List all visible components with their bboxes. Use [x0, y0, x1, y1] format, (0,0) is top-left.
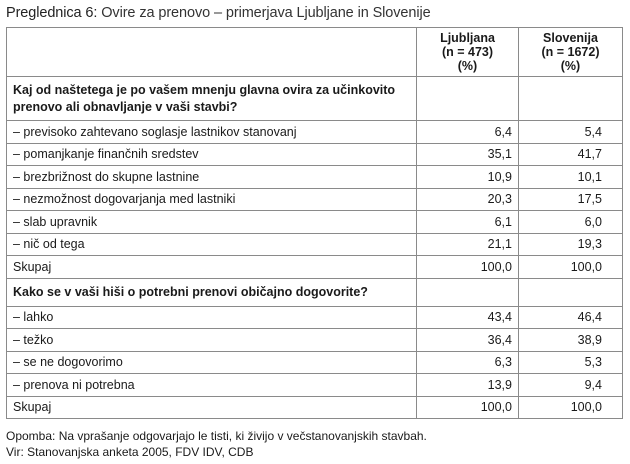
question-row-2: [7, 278, 623, 306]
row-label: – težko: [7, 329, 417, 352]
remark-note: Opomba: Na vprašanje odgovarjajo le tisti, ki živijo v večstanovanjskih stavbah.: [6, 429, 427, 443]
table-row: [7, 166, 623, 189]
value-slovenija: 41,7: [519, 143, 623, 166]
table-row: [7, 143, 623, 166]
row-label: – se ne dogovorimo: [7, 351, 417, 374]
question-2: Kako se v vaši hiši o potrebni prenovi običajno dogovorite?: [7, 278, 417, 306]
caption-title: Ovire za prenovo – primerjava Ljubljane in Slovenije: [101, 5, 431, 21]
table-row: [7, 329, 623, 352]
data-table: [6, 27, 623, 419]
row-label: – brezbrižnost do skupne lastnine: [7, 166, 417, 189]
table-row: [7, 351, 623, 374]
value-slovenija: 5,3: [519, 351, 623, 374]
header-slovenija: [519, 28, 623, 77]
header-empty-cell: [7, 28, 417, 77]
table-row: [7, 121, 623, 144]
table-header-row: [7, 28, 623, 77]
header-slovenija-unit: (%): [560, 59, 581, 73]
row-label: – nič od tega: [7, 233, 417, 256]
row-label: Skupaj: [7, 256, 417, 279]
row-label: – previsoko zahtevano soglasje lastnikov stanovanj: [7, 121, 417, 144]
table-caption: [6, 5, 431, 21]
total-row-1: [7, 256, 623, 279]
value-ljubljana: 6,3: [417, 351, 519, 374]
row-label: – nezmožnost dogovarjanja med lastniki: [7, 188, 417, 211]
table-row: [7, 306, 623, 329]
header-ljubljana: [417, 28, 519, 77]
value-slovenija: 100,0: [519, 396, 623, 419]
value-ljubljana: 13,9: [417, 374, 519, 397]
row-label: – prenova ni potrebna: [7, 374, 417, 397]
value-ljubljana: 6,4: [417, 121, 519, 144]
value-slovenija: 100,0: [519, 256, 623, 279]
value-slovenija: 5,4: [519, 121, 623, 144]
caption-label: Preglednica 6:: [6, 5, 98, 21]
header-ljubljana-n: (n = 473): [441, 45, 494, 59]
value-slovenija: 6,0: [519, 211, 623, 234]
value-slovenija: 19,3: [519, 233, 623, 256]
value-ljubljana: 100,0: [417, 256, 519, 279]
row-label: – slab upravnik: [7, 211, 417, 234]
table-row: [7, 374, 623, 397]
value-slovenija: 10,1: [519, 166, 623, 189]
header-slovenija-n: (n = 1672): [541, 45, 600, 59]
table-row: [7, 211, 623, 234]
header-ljubljana-unit: (%): [457, 59, 478, 73]
row-label: – lahko: [7, 306, 417, 329]
table-row: [7, 188, 623, 211]
value-slovenija: 17,5: [519, 188, 623, 211]
table-row: [7, 233, 623, 256]
table-notes: [6, 428, 427, 460]
total-row-2: [7, 396, 623, 419]
row-label: Skupaj: [7, 396, 417, 419]
value-slovenija: 9,4: [519, 374, 623, 397]
value-ljubljana: 35,1: [417, 143, 519, 166]
header-slovenija-name: Slovenija: [543, 31, 598, 45]
value-slovenija: 46,4: [519, 306, 623, 329]
question-1: Kaj od naštetega je po vašem mnenju glavna ovira za učinkovito prenovo ali obnavljanje v vaši stavbi?: [7, 77, 417, 121]
header-ljubljana-name: Ljubljana: [440, 31, 495, 45]
value-ljubljana: 21,1: [417, 233, 519, 256]
value-ljubljana: 20,3: [417, 188, 519, 211]
value-slovenija: 38,9: [519, 329, 623, 352]
value-ljubljana: 10,9: [417, 166, 519, 189]
question-row-1: [7, 77, 623, 121]
value-ljubljana: 6,1: [417, 211, 519, 234]
value-ljubljana: 43,4: [417, 306, 519, 329]
value-ljubljana: 36,4: [417, 329, 519, 352]
row-label: – pomanjkanje finančnih sredstev: [7, 143, 417, 166]
source-note: Vir: Stanovanjska anketa 2005, FDV IDV, CDB: [6, 445, 254, 459]
value-ljubljana: 100,0: [417, 396, 519, 419]
